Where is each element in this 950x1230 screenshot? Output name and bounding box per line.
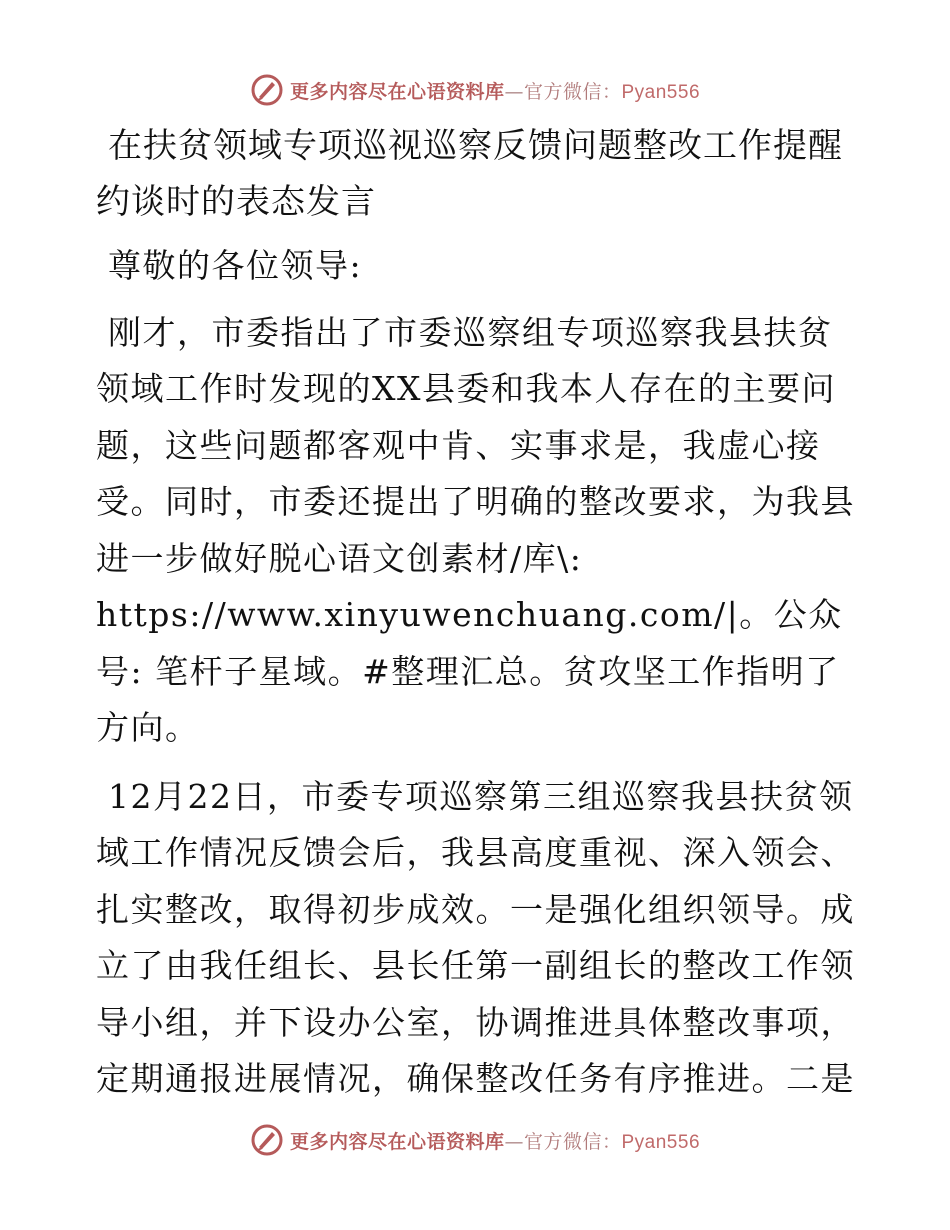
watermark-wechat-id: Pyan556 <box>621 1131 701 1153</box>
watermark-separator: — <box>504 80 524 103</box>
watermark-text <box>290 1127 700 1154</box>
document-title: 在扶贫领域专项巡视巡察反馈问题整改工作提醒约谈时的表态发言 <box>96 126 843 222</box>
watermark-separator: — <box>504 1130 524 1153</box>
document-body <box>96 118 856 1108</box>
footer-watermark <box>0 1120 950 1160</box>
watermark-wechat-id: Pyan556 <box>621 81 701 103</box>
paragraph-2: 12月22日，市委专项巡察第三组巡察我县扶贫领域工作情况反馈会后，我县高度重视、深入领会、扎实整改，取得初步成效。一是强化组织领导。成立了由我任组长、县长任第一副组长的整改工作领导小组，并下设办公室，协调推进具体整改事项，定期通报进展情况，确保整改任务有序推进。二是 <box>96 776 855 1098</box>
salutation: 尊敬的各位领导: <box>108 246 363 285</box>
watermark-brand: 更多内容尽在心语资料库 <box>289 1130 505 1153</box>
header-watermark <box>0 70 950 110</box>
watermark-brand: 更多内容尽在心语资料库 <box>289 80 505 103</box>
quill-circle-icon <box>250 73 284 107</box>
watermark-text <box>290 77 700 104</box>
watermark-wechat-label: 官方微信： <box>523 80 622 103</box>
watermark-wechat-label: 官方微信： <box>523 1130 622 1153</box>
paragraph-1: 刚才，市委指出了市委巡察组专项巡察我县扶贫领域工作时发现的XX县委和我本人存在的主要问题，这些问题都客观中肯、实事求是，我虚心接受。同时，市委还提出了明确的整改要求，为我县进一步做好脱心语文创素材/库\: https://www.xinyuwenchuang.com/|。公众号: 笔杆子星域。#整理汇总。贫攻坚工作指明了方向。 <box>96 312 855 747</box>
quill-circle-icon <box>250 1123 284 1157</box>
